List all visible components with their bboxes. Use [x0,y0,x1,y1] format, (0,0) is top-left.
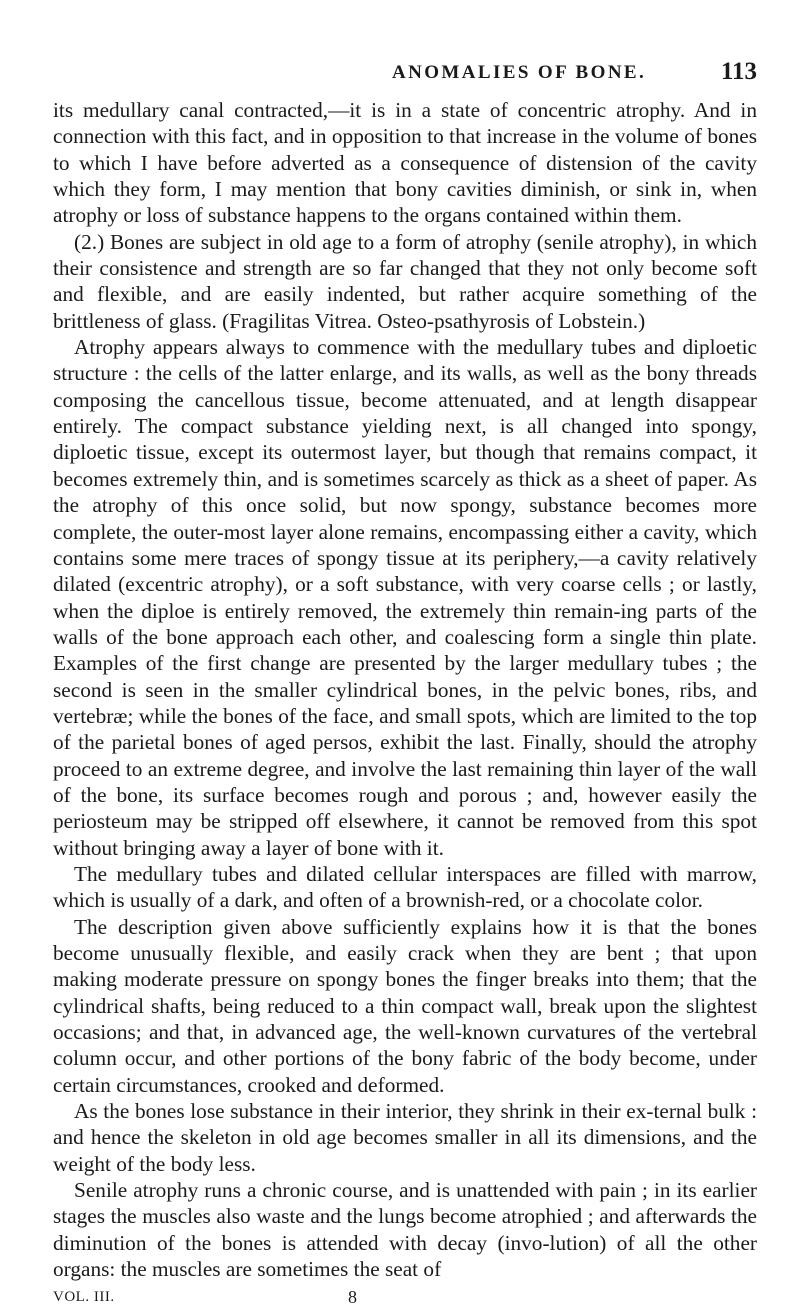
running-title: ANOMALIES OF BONE. [392,62,647,83]
volume-label: VOL. III. [53,1289,115,1305]
body-text [53,97,757,1282]
paragraph: Senile atrophy runs a chronic course, and is unattended with pain ; in its earlier stages the muscles also waste and the lungs become atrophied ; and afterwards the diminution of the bones is attended with decay (invo-lution) of all the other organs: the muscles are sometimes the seat of [53,1178,757,1282]
paragraph: The medullary tubes and dilated cellular interspaces are filled with marrow, which is usually of a dark, and often of a brownish-red, or a chocolate color. [53,861,757,913]
paragraph: As the bones lose substance in their interior, they shrink in their ex-ternal bulk : and hence the skeleton in old age becomes smaller in all its dimensions, and the weight of the body less. [53,1099,757,1176]
page-footer [53,1289,757,1309]
paragraph: Atrophy appears always to commence with the medullary tubes and diploetic structure : the cells of the latter enlarge, and its walls, as well as the bony threads composing the cancellous tissue, become attenuated, and at length disappear entirely. The compact substance yielding next, is all changed into spongy, diploetic tissue, except its outermost layer, but though that remains compact, it becomes extremely thin, and is sometimes scarcely as thick as a sheet of paper. As the atrophy of this once solid, but now spongy, substance becomes more complete, the outer-most layer alone remains, encompassing either a cavity, which contains some mere traces of spongy tissue at its periphery,—a cavity relatively dilated (excentric atrophy), or a soft substance, with very coarse cells ; or lastly, when the diploe is entirely removed, the extremely thin remain-ing parts of the walls of the bone approach each other, and coalescing form a single thin plate. Examples of the first change are presented by the larger medullary tubes ; the second is seen in the smaller cylindrical bones, in the pelvic bones, ribs, and vertebræ; while the bones of the face, and small spots, which are limited to the top of the parietal bones of aged persos, exhibit the last. Finally, should the atrophy proceed to an extreme degree, and involve the last remaining thin layer of the wall of the bone, its surface becomes rough and porous ; and, however easily the periosteum may be stripped off elsewhere, it cannot be removed from this spot without bringing away a layer of bone with it. [53,335,757,860]
signature-mark: 8 [348,1287,357,1307]
page-number: 113 [720,58,757,85]
paragraph: The description given above sufficiently explains how it is that the bones become unusually flexible, and easily crack when they are bent ; that upon making moderate pressure on spongy bones the finger breaks into them; that the cylindrical shafts, being reduced to a thin compact wall, break upon the slightest occasions; and that, in advanced age, the well-known curvatures of the vertebral column occur, and other portions of the bony fabric of the body become, under certain circumstances, crooked and deformed. [53,914,757,1097]
paragraph: its medullary canal contracted,—it is in a state of concentric atrophy. And in connection with this fact, and in opposition to that increase in the volume of bones to which I have before adverted as a consequence of distension of the cavity which they form, I may mention that bony cavities diminish, or sink in, when atrophy or loss of substance happens to the organs contained within them. [53,98,757,228]
running-head [0,58,801,88]
paragraph: (2.) Bones are subject in old age to a form of atrophy (senile atrophy), in which their consistence and strength are so far changed that they not only become soft and flexible, and are easily indented, but rather acquire something of the brittleness of glass. (Fragilitas Vitrea. Osteo-psathyrosis of Lobstein.) [53,229,757,333]
